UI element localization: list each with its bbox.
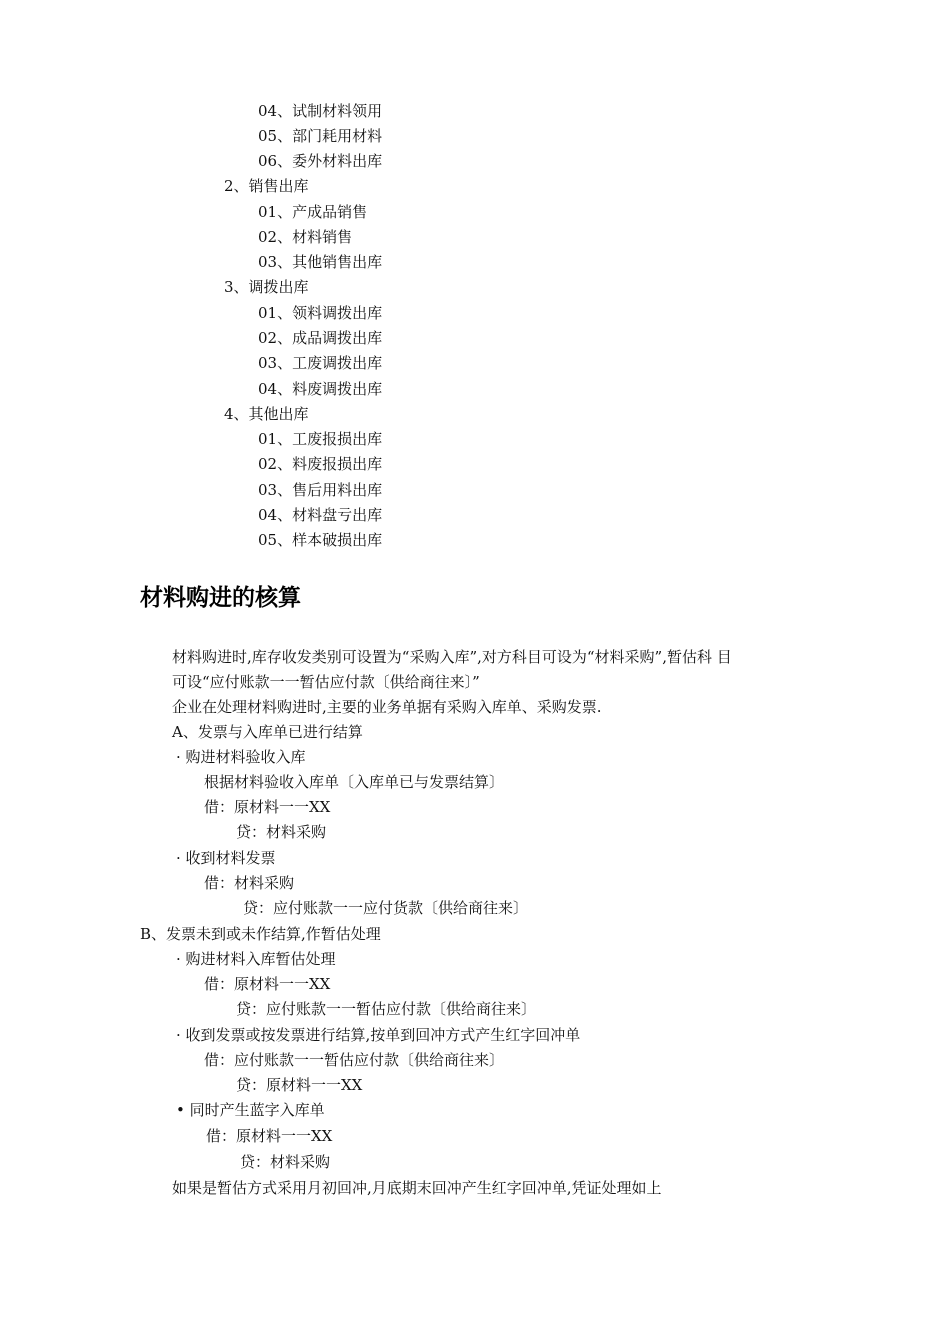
list-item: 05、样本破损出库 [258,531,383,549]
list-category: 3、调拨出库 [224,278,309,296]
credit-entry: 贷：原材料一一XX [236,1076,363,1094]
list-item: 01、领料调拨出库 [258,304,383,322]
list-item: 05、部门耗用材料 [258,127,383,145]
credit-entry: 贷：材料采购 [240,1153,331,1171]
case-heading: A、发票与入库单已进行结算 [172,723,363,741]
list-item: 04、试制材料领用 [258,102,383,120]
list-item: 02、成品调拨出库 [258,329,383,347]
section-title: 材料购进的核算 [140,585,301,611]
list-item: 01、工废报损出库 [258,430,383,448]
list-item: 02、料废报损出库 [258,455,383,473]
paragraph-line: 根据材料验收入库单〔入库单已与发票结算〕 [204,773,505,791]
bullet-item: · 购进材料验收入库 [176,748,306,766]
paragraph-line: 材料购进时,库存收发类别可设置为“采购入库”,对方科目可设为“材料采购”,暂估科 目 [172,648,732,666]
bullet-item: · 购进材料入库暂估处理 [176,950,336,968]
list-item: 06、委外材料出库 [258,152,383,170]
case-heading: B、发票未到或未作结算,作暂估处理 [140,925,381,943]
debit-entry: 借：原材料一一XX [206,1127,333,1145]
credit-entry: 贷：材料采购 [236,823,327,841]
bullet-item: · 收到材料发票 [176,849,276,867]
debit-entry: 借：应付账款一一暂估应付款〔供给商往来〕 [204,1051,505,1069]
debit-entry: 借：原材料一一XX [204,975,331,993]
credit-entry: 贷：应付账款一一暂估应付款〔供给商往来〕 [236,1000,537,1018]
list-item: 04、材料盘亏出库 [258,506,383,524]
list-item: 03、其他销售出库 [258,253,383,271]
paragraph-line: 可设“应付账款一一暂估应付款〔供给商往来〕” [172,673,480,691]
list-item: 02、材料销售 [258,228,353,246]
debit-entry: 借：原材料一一XX [204,798,331,816]
list-item: 03、售后用料出库 [258,481,383,499]
credit-entry: 贷：应付账款一一应付货款〔供给商往来〕 [243,899,529,917]
list-item: 04、料废调拨出库 [258,380,383,398]
bullet-item: · 收到发票或按发票进行结算,按单到回冲方式产生红字回冲单 [176,1026,581,1044]
list-category: 4、其他出库 [224,405,309,423]
list-item: 03、工废调拨出库 [258,354,383,372]
list-category: 2、销售出库 [224,177,309,195]
list-item: 01、产成品销售 [258,203,368,221]
paragraph-line: 企业在处理材料购进时,主要的业务单据有采购入库单、采购发票. [172,698,602,716]
debit-entry: 借：材料采购 [204,874,295,892]
paragraph-line: 如果是暂估方式采用月初回冲,月底期末回冲产生红字回冲单,凭证处理如上 [172,1179,662,1197]
bullet-item: • 同时产生蓝字入库单 [176,1101,325,1119]
